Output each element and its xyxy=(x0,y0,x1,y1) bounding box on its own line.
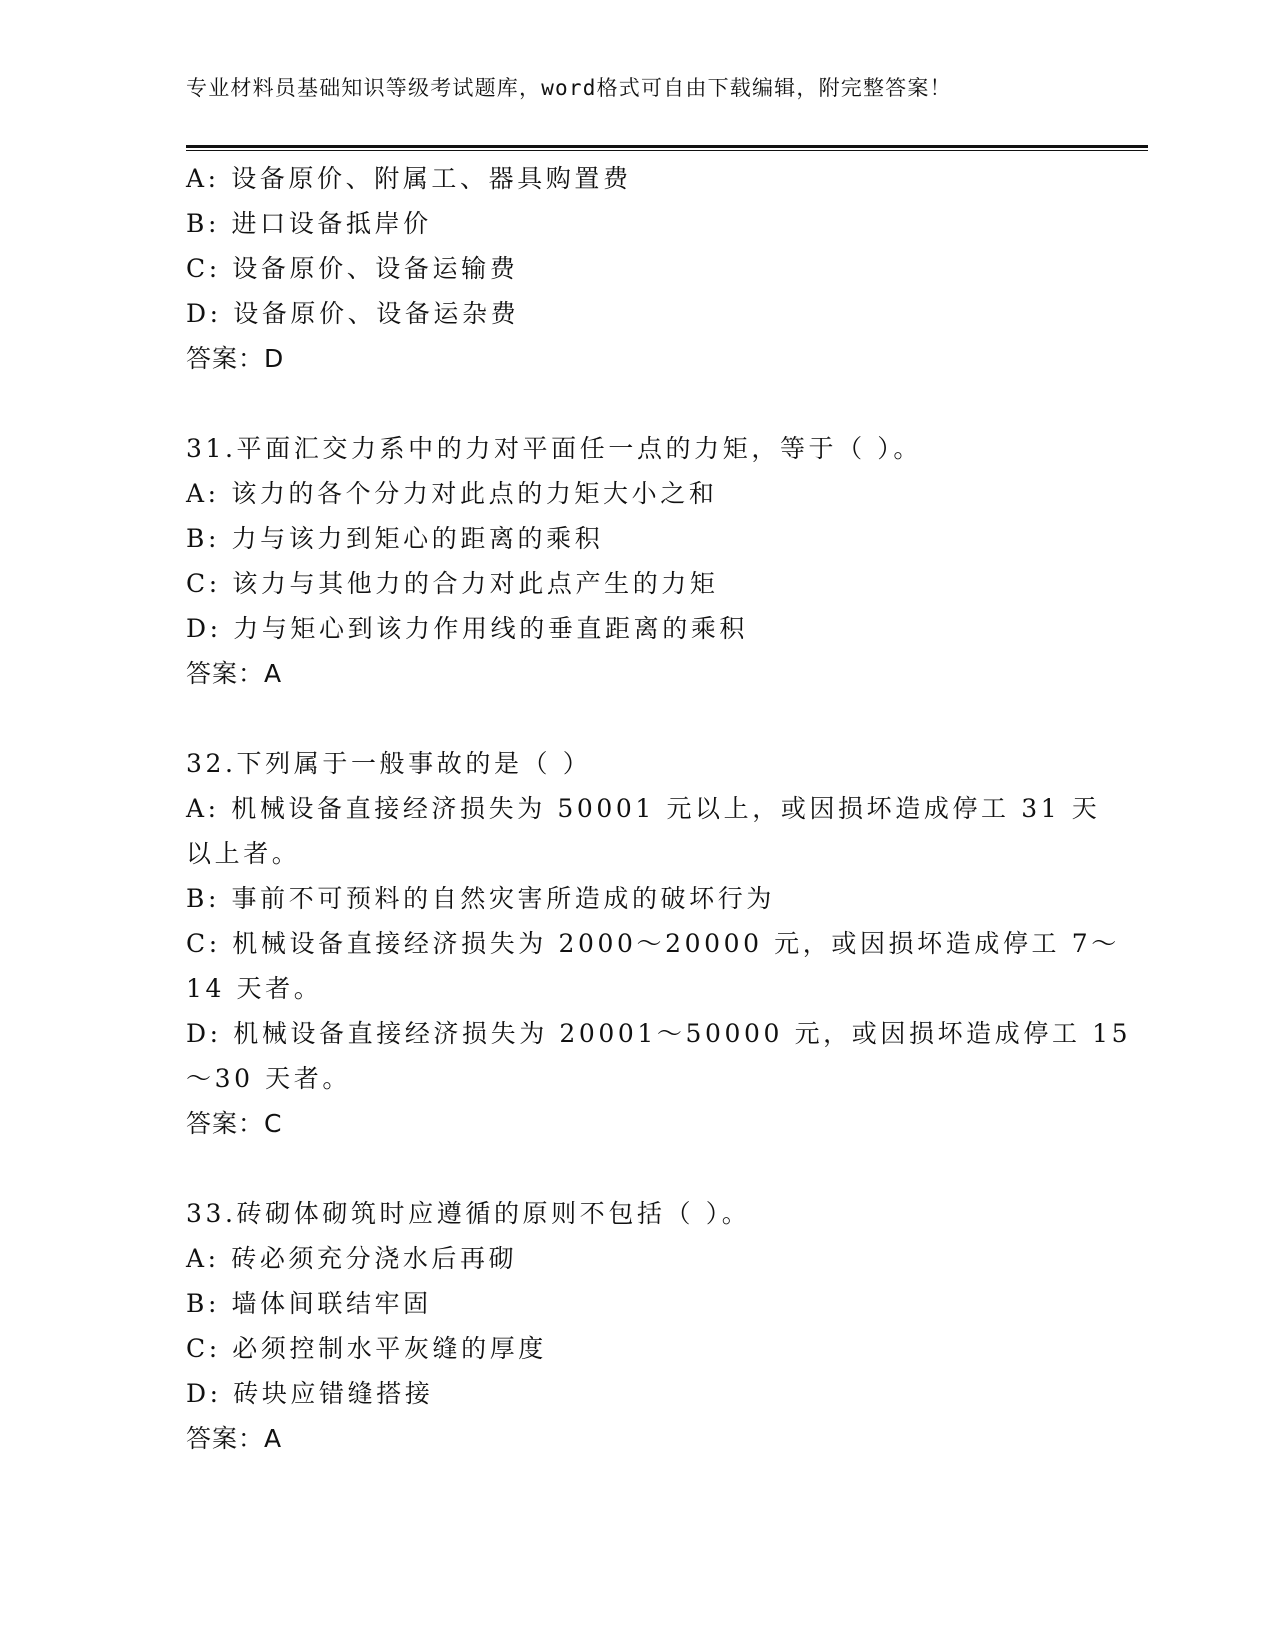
header-rule-thin xyxy=(186,150,1148,151)
option-a: A: 砖必须充分浇水后再砌 xyxy=(186,1244,518,1273)
option-c-continued: 14 天者。 xyxy=(186,974,323,1003)
option-d: D: 机械设备直接经济损失为 20001～50000 元，或因损坏造成停工 15 xyxy=(186,1019,1132,1048)
question-block-33 xyxy=(186,1191,1066,1461)
answer: 答案：A xyxy=(186,659,283,688)
header-rule-thick xyxy=(186,145,1148,148)
spacer xyxy=(186,696,1066,741)
question-block-31 xyxy=(186,426,1066,696)
question-stem: 33.砖砌体砌筑时应遵循的原则不包括（ ）。 xyxy=(186,1199,751,1228)
question-list xyxy=(186,156,1132,1461)
option-a-continued: 以上者。 xyxy=(186,839,301,868)
answer: 答案：A xyxy=(186,1424,283,1453)
page-header: 专业材料员基础知识等级考试题库，word格式可自由下载编辑，附完整答案！ xyxy=(186,76,952,100)
option-c: C: 机械设备直接经济损失为 2000～20000 元，或因损坏造成停工 7～ xyxy=(186,929,1120,958)
spacer xyxy=(186,381,1066,426)
option-b: B: 进口设备抵岸价 xyxy=(186,209,432,238)
option-b: B: 墙体间联结牢固 xyxy=(186,1289,432,1318)
option-b: B: 力与该力到矩心的距离的乘积 xyxy=(186,524,604,553)
option-d: D: 砖块应错缝搭接 xyxy=(186,1379,434,1408)
answer: 答案：C xyxy=(186,1109,283,1138)
option-d: D: 设备原价、设备运杂费 xyxy=(186,299,520,328)
option-a: A: 该力的各个分力对此点的力矩大小之和 xyxy=(186,479,718,508)
option-b: B: 事前不可预料的自然灾害所造成的破坏行为 xyxy=(186,884,775,913)
question-block-30 xyxy=(186,156,1066,381)
option-d-continued: ～30 天者。 xyxy=(186,1064,351,1093)
option-a: A: 设备原价、附属工、器具购置费 xyxy=(186,164,632,193)
question-stem: 32.下列属于一般事故的是（ ） xyxy=(186,749,592,778)
option-a: A: 机械设备直接经济损失为 50001 元以上，或因损坏造成停工 31 天 xyxy=(186,794,1101,823)
option-c: C: 该力与其他力的合力对此点产生的力矩 xyxy=(186,569,719,598)
option-d: D: 力与矩心到该力作用线的垂直距离的乘积 xyxy=(186,614,749,643)
option-c: C: 设备原价、设备运输费 xyxy=(186,254,519,283)
question-block-32 xyxy=(186,741,1132,1146)
spacer xyxy=(186,1146,1066,1191)
question-stem: 31.平面汇交力系中的力对平面任一点的力矩，等于（ ）。 xyxy=(186,434,923,463)
option-c: C: 必须控制水平灰缝的厚度 xyxy=(186,1334,547,1363)
answer: 答案：D xyxy=(186,344,285,373)
